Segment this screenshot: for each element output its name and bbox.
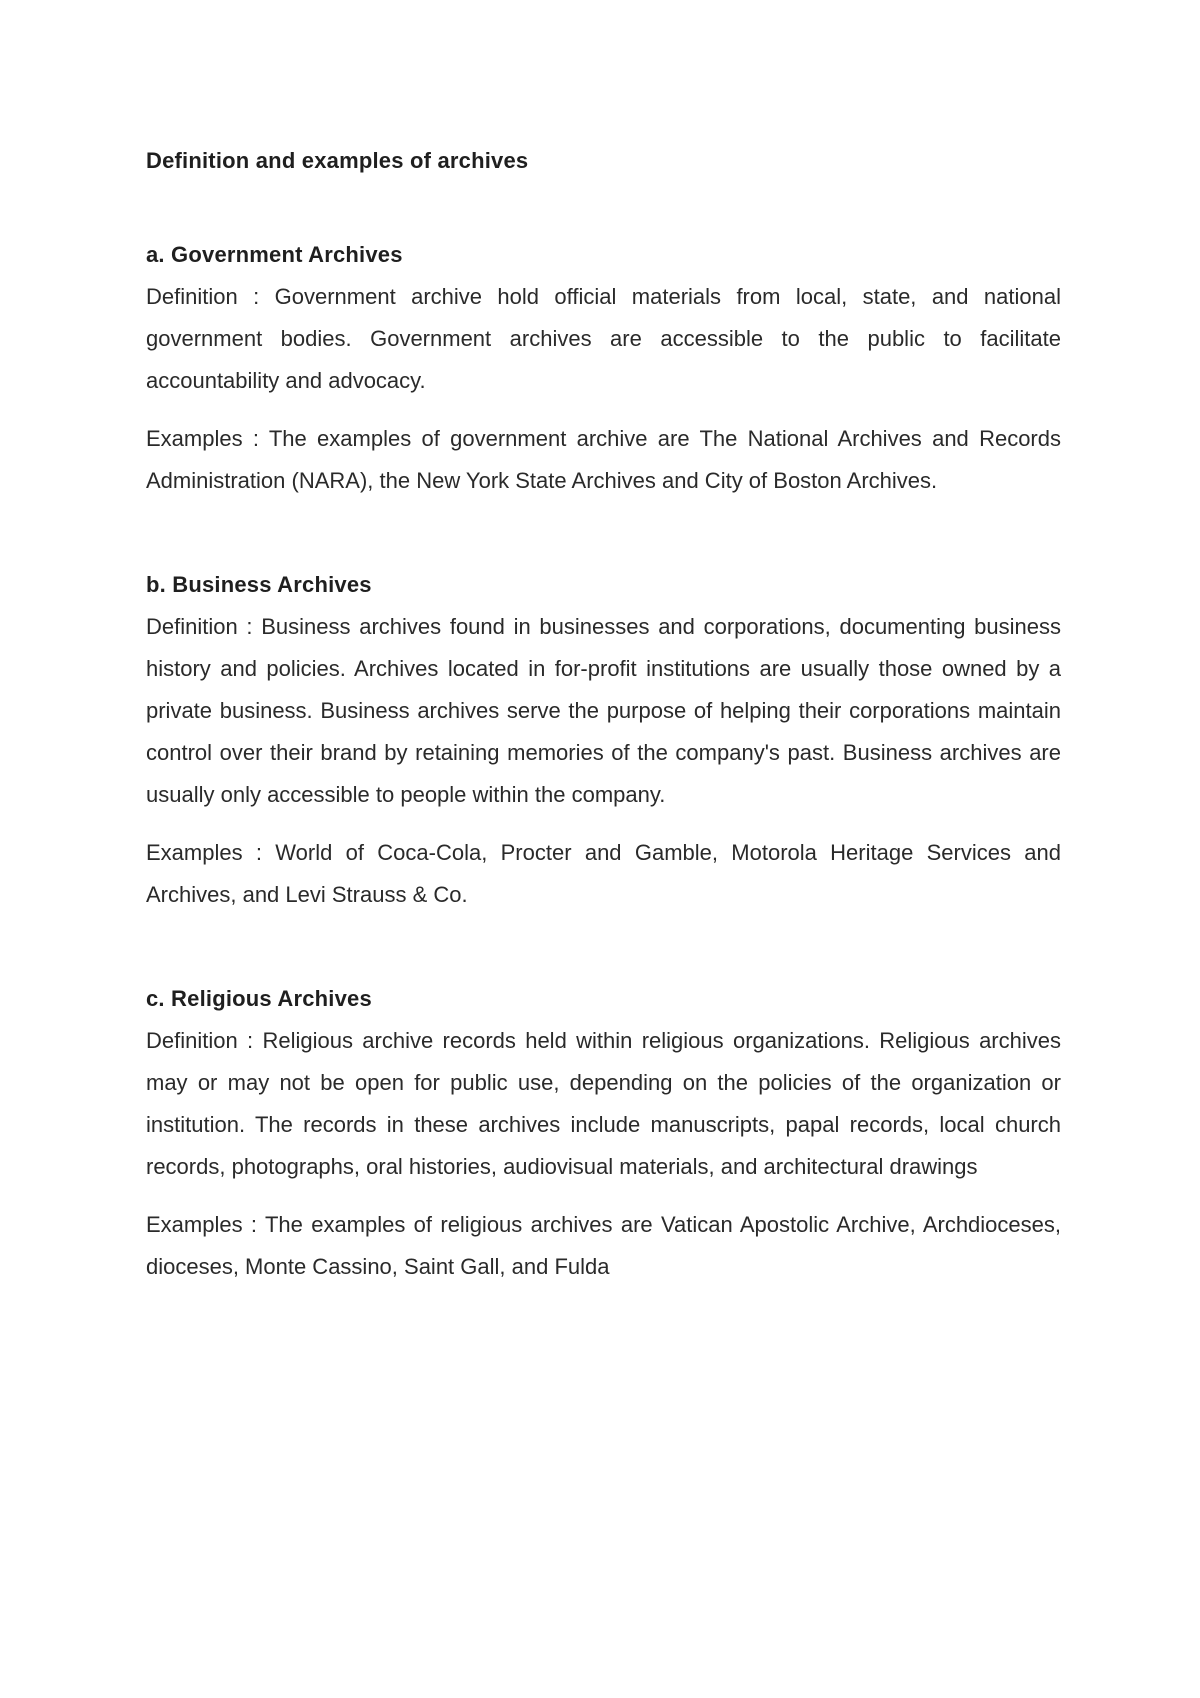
section-heading: c. Religious Archives — [146, 986, 372, 1011]
definition-paragraph: Definition : Government archive hold official materials from local, state, and national government bodies. Government archives are accessible to the public to facilitate accountability and advocacy. — [146, 284, 1061, 393]
section-business-archives — [146, 564, 1061, 916]
document-title: Definition and examples of archives — [146, 148, 529, 173]
examples-paragraph: Examples : The examples of religious archives are Vatican Apostolic Archive, Archdioceses, dioceses, Monte Cassino, Saint Gall, and Fulda — [146, 1212, 1061, 1279]
examples-paragraph: Examples : The examples of government archive are The National Archives and Records Administration (NARA), the New York State Archives and City of Boston Archives. — [146, 426, 1061, 493]
definition-paragraph: Definition : Business archives found in businesses and corporations, documenting business history and policies. Archives located in for-profit institutions are usually those owned by a private business. Business archives serve the purpose of helping their corporations maintain control over their brand by retaining memories of the company's past. Business archives are usually only accessible to people within the company. — [146, 614, 1061, 807]
section-heading: a. Government Archives — [146, 242, 403, 267]
section-heading: b. Business Archives — [146, 572, 372, 597]
section-government-archives — [146, 234, 1061, 502]
section-religious-archives — [146, 978, 1061, 1288]
document-body — [146, 140, 1061, 1288]
definition-paragraph: Definition : Religious archive records held within religious organizations. Religious archives may or may not be open for public use, depending on the policies of the organization or institution. The records in these archives include manuscripts, papal records, local church records, photographs, oral histories, audiovisual materials, and architectural drawings — [146, 1028, 1061, 1179]
examples-paragraph: Examples : World of Coca-Cola, Procter and Gamble, Motorola Heritage Services and Archives, and Levi Strauss & Co. — [146, 840, 1061, 907]
